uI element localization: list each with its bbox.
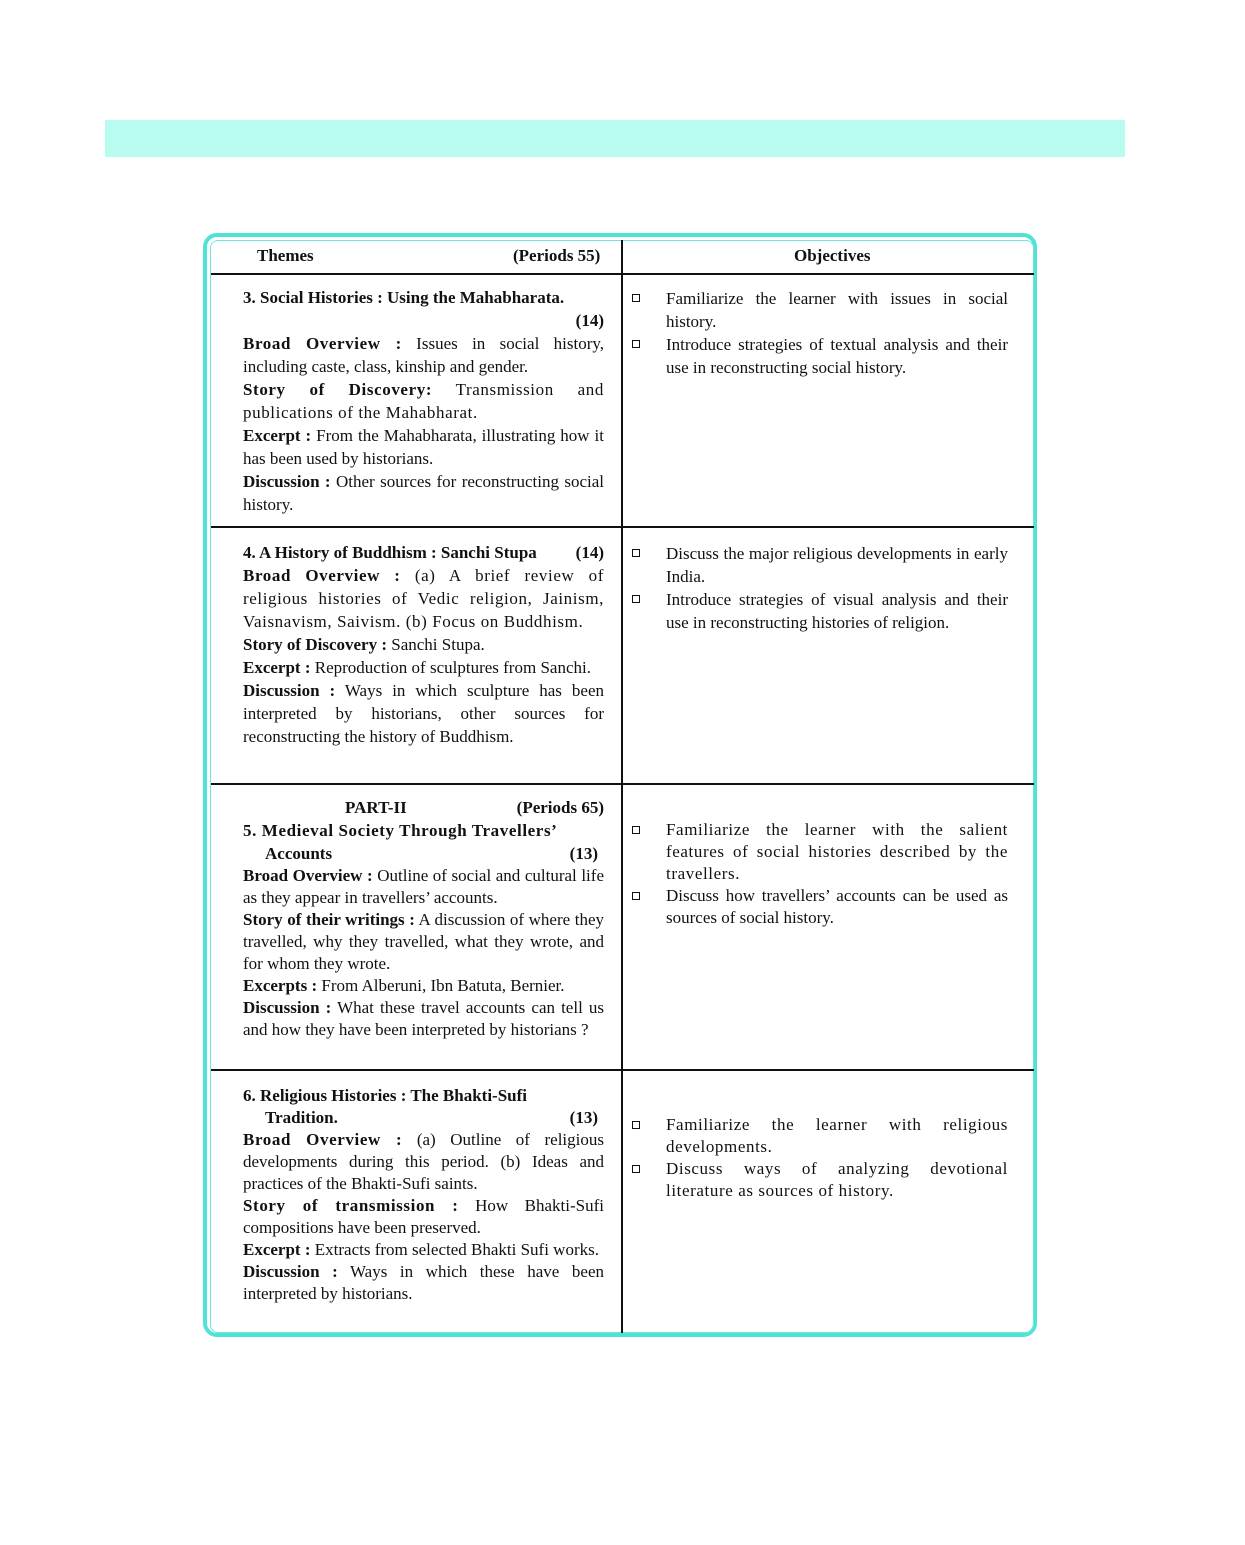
- objectives-header: Objectives: [794, 246, 871, 265]
- theme-title-row: Tradition. (13): [265, 1108, 598, 1127]
- part-heading: PART-II (Periods 65): [345, 798, 604, 817]
- theme-section: Discussion : Other sources for reconstructing social history.: [243, 472, 604, 514]
- theme-section: Discussion : Ways in which sculpture has been interpreted by historians, other sources for reconstructing the history of Buddhism.: [243, 681, 605, 746]
- theme-section: Discussion : Ways in which these have been interpreted by historians.: [243, 1262, 605, 1303]
- theme-section: Broad Overview : (a) Outline of religious developments during this period. (b) Ideas and practices of the Bhakti-Sufi saints.: [243, 1130, 604, 1193]
- theme-title: 3. Social Histories : Using the Mahabharata.: [243, 288, 565, 307]
- theme-title: 6. Religious Histories : The Bhakti-Sufi: [243, 1086, 527, 1105]
- objective-item: Discuss the major religious developments in early India.: [632, 542, 1008, 588]
- header-band: [105, 120, 1125, 157]
- objective-item: Introduce strategies of textual analysis and their use in reconstructing social history.: [632, 333, 1008, 379]
- theme-cell: [243, 286, 604, 516]
- checkbox-bullet-icon: [632, 1121, 640, 1129]
- checkbox-bullet-icon: [632, 892, 640, 900]
- theme-cell: [243, 796, 604, 1041]
- column-divider: [621, 240, 623, 1333]
- objective-item: Introduce strategies of visual analysis and their use in reconstructing histories of religion.: [632, 588, 1008, 634]
- checkbox-bullet-icon: [632, 294, 640, 302]
- row-divider: [211, 783, 1034, 785]
- objective-item: Discuss ways of analyzing devotional literature as sources of history.: [632, 1158, 1008, 1202]
- theme-section: Excerpt : Extracts from selected Bhakti Sufi works.: [243, 1240, 599, 1259]
- theme-cell: [243, 541, 604, 748]
- objective-item: Familiarize the learner with issues in social history.: [632, 287, 1008, 333]
- theme-section: Discussion : What these travel accounts can tell us and how they have been interpreted by historians ?: [243, 998, 605, 1039]
- theme-section: Story of Discovery : Sanchi Stupa.: [243, 635, 485, 654]
- objectives-cell: [632, 542, 1008, 634]
- checkbox-bullet-icon: [632, 340, 640, 348]
- periods-header: (Periods 55): [513, 246, 601, 265]
- theme-cell: [243, 1085, 604, 1305]
- row-divider: [211, 1069, 1034, 1071]
- theme-section: Story of their writings : A discussion of where they travelled, why they travelled, what they wrote, and for whom they wrote.: [243, 910, 605, 973]
- objective-item: Familiarize the learner with religious developments.: [632, 1114, 1008, 1158]
- theme-section: Excerpts : From Alberuni, Ibn Batuta, Bernier.: [243, 976, 565, 995]
- theme-section: Broad Overview : Issues in social history, including caste, class, kinship and gender.: [243, 334, 604, 376]
- header-divider: [211, 273, 1034, 275]
- theme-section: Broad Overview : (a) A brief review of religious histories of Vedic religion, Jainism, Vaisnavism, Saivism. (b) Focus on Buddhism.: [243, 566, 604, 631]
- theme-section: Broad Overview : Outline of social and cultural life as they appear in travellers’ accounts.: [243, 866, 604, 907]
- theme-title: 5. Medieval Society Through Travellers’: [243, 821, 558, 840]
- theme-section: Story of Discovery: Transmission and publications of the Mahabharat.: [243, 380, 604, 422]
- objectives-cell: [632, 287, 1008, 379]
- objective-item: Discuss how travellers’ accounts can be used as sources of social history.: [632, 885, 1008, 929]
- objectives-cell: [632, 819, 1008, 929]
- row-divider: [211, 526, 1034, 528]
- objectives-cell: [632, 1114, 1008, 1202]
- theme-title-row: Accounts (13): [265, 844, 598, 863]
- checkbox-bullet-icon: [632, 1165, 640, 1173]
- theme-section: Excerpt : Reproduction of sculptures from Sanchi.: [243, 658, 591, 677]
- theme-section: Excerpt : From the Mahabharata, illustrating how it has been used by historians.: [243, 426, 604, 468]
- theme-title-row: 4. A History of Buddhism : Sanchi Stupa (14): [243, 543, 604, 562]
- checkbox-bullet-icon: [632, 595, 640, 603]
- theme-periods: (14): [575, 311, 604, 330]
- objective-item: Familiarize the learner with the salient features of social histories described by the travellers.: [632, 819, 1008, 885]
- checkbox-bullet-icon: [632, 826, 640, 834]
- themes-header: Themes: [257, 246, 314, 265]
- theme-section: Story of transmission : How Bhakti-Sufi compositions have been preserved.: [243, 1196, 604, 1237]
- checkbox-bullet-icon: [632, 549, 640, 557]
